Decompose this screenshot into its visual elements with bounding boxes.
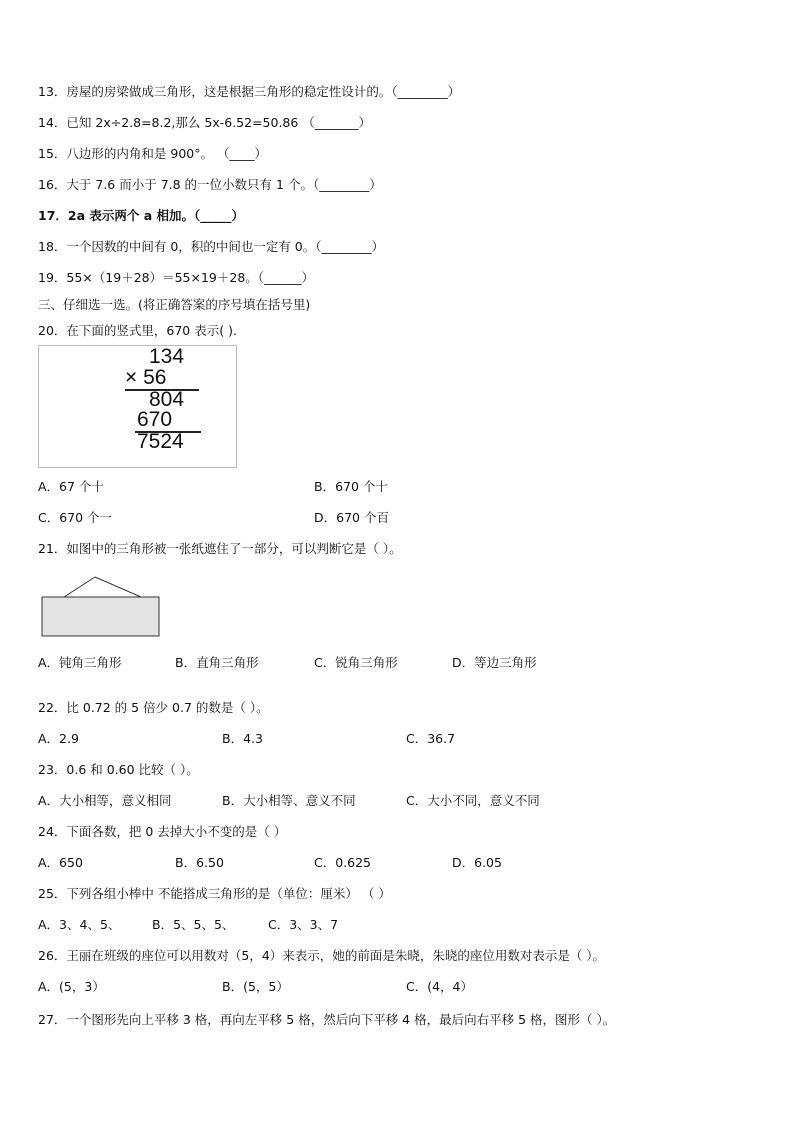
question-18: 18．一个因数的中间有 0，积的中间也一定有 0。（________） <box>38 239 385 254</box>
q24-option-b: B．6.50 <box>175 855 224 870</box>
q26-option-a: A．(5，3） <box>38 979 105 994</box>
partial-product-1: 804 <box>149 388 185 411</box>
question-23-stem: 23．0.6 和 0.60 比较（ ）。 <box>38 762 199 777</box>
q24-option-c: C．0.625 <box>314 855 372 870</box>
q21-option-b: B．直角三角形 <box>175 655 259 670</box>
covered-triangle-figure <box>40 574 162 638</box>
question-21-stem: 21．如图中的三角形被一张纸遮住了一部分，可以判断它是（ ）。 <box>38 541 402 556</box>
question-16: 16．大于 7.6 而小于 7.8 的一位小数只有 1 个。（________） <box>38 177 382 192</box>
q24-option-a: A．650 <box>38 855 83 870</box>
covering-paper <box>42 597 159 636</box>
question-15: 15．八边形的内角和是 900°。 （____） <box>38 146 267 161</box>
triangle-right-edge <box>95 577 141 597</box>
multiplier: × 56 <box>125 366 167 389</box>
final-product: 7524 <box>137 430 184 453</box>
multiplicand: 134 <box>149 345 185 368</box>
question-24-stem: 24．下面各数，把 0 去掉大小不变的是（ ） <box>38 824 287 839</box>
q25-option-a: A．3、4、5、 <box>38 917 121 932</box>
q22-option-c: C．36.7 <box>406 731 456 746</box>
q24-option-d: D．6.05 <box>452 855 502 870</box>
triangle-left-edge <box>64 577 95 597</box>
q21-option-d: D．等边三角形 <box>452 655 537 670</box>
q20-option-b: B．670 个十 <box>314 479 388 494</box>
q20-option-a: A．67 个十 <box>38 479 104 494</box>
q26-option-b: B．(5，5） <box>222 979 289 994</box>
q26-option-c: C．(4，4） <box>406 979 474 994</box>
q23-option-b: B．大小相等、意义不同 <box>222 793 356 808</box>
question-25-stem: 25．下列各组小棒中 不能搭成三角形的是（单位：厘米） （ ） <box>38 886 391 901</box>
question-19: 19．55×（19＋28）＝55×19＋28。（______） <box>38 270 315 285</box>
q23-option-a: A．大小相等，意义相同 <box>38 793 172 808</box>
question-17: 17．2a 表示两个 a 相加。（_____） <box>38 208 245 223</box>
q23-option-c: C．大小不同，意义不同 <box>406 793 540 808</box>
q25-option-c: C．3、3、7 <box>268 917 339 932</box>
vertical-multiplication-figure <box>38 345 237 468</box>
q20-option-c: C．670 个一 <box>38 510 113 525</box>
question-27-stem: 27．一个图形先向上平移 3 格，再向左平移 5 格，然后向下平移 4 格，最后向右平移 5 格，图形（ ）。 <box>38 1012 616 1027</box>
q21-option-a: A．钝角三角形 <box>38 655 122 670</box>
question-14: 14．已知 2x÷2.8=8.2,那么 5x-6.52=50.86 （_______） <box>38 115 372 130</box>
q22-option-b: B．4.3 <box>222 731 263 746</box>
question-22-stem: 22．比 0.72 的 5 倍少 0.7 的数是（ ）。 <box>38 700 269 715</box>
question-26-stem: 26．王丽在班级的座位可以用数对（5，4）来表示，她的前面是朱晓，朱晓的座位用数对表示是（ ）。 <box>38 948 606 963</box>
section-heading: 三、仔细选一选。(将正确答案的序号填在括号里) <box>38 297 311 312</box>
q25-option-b: B．5、5、5、 <box>152 917 235 932</box>
partial-product-2: 670 <box>137 408 173 431</box>
question-20-stem: 20．在下面的竖式里，670 表示( ). <box>38 323 237 338</box>
q20-option-d: D．670 个百 <box>314 510 389 525</box>
q21-option-c: C．锐角三角形 <box>314 655 398 670</box>
question-13: 13．房屋的房梁做成三角形，这是根据三角形的稳定性设计的。（________） <box>38 84 461 99</box>
q22-option-a: A．2.9 <box>38 731 79 746</box>
